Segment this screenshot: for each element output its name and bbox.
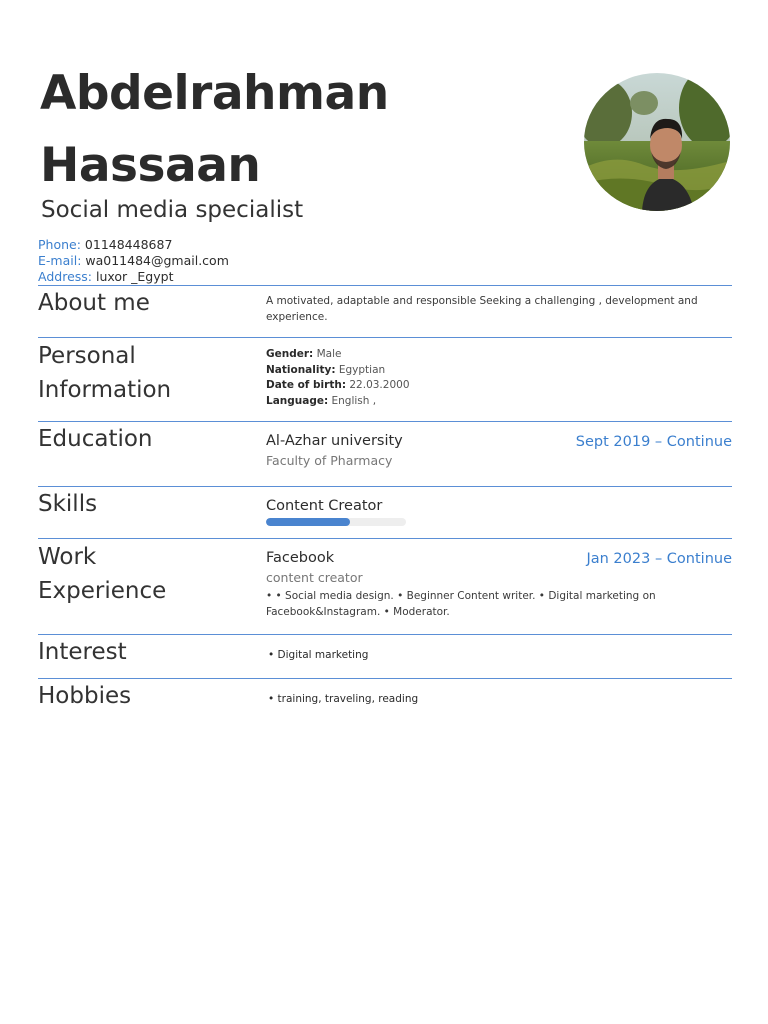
work-company: Facebook <box>266 550 335 566</box>
work-dates: Jan 2023 – Continue <box>586 551 732 567</box>
section-title-personal <box>38 339 171 407</box>
job-title: Social media specialist <box>41 197 304 223</box>
section-title-interest: Interest <box>38 639 127 665</box>
phone-label: Phone: <box>38 237 81 252</box>
section-work <box>38 538 732 634</box>
education-dates: Sept 2019 – Continue <box>575 434 732 450</box>
section-title-hobbies: Hobbies <box>38 683 132 709</box>
section-title-work <box>38 540 166 608</box>
section-about <box>38 285 732 337</box>
section-skills <box>38 486 732 538</box>
email-line <box>38 253 229 269</box>
nationality-value: Egyptian <box>338 363 386 376</box>
email-label: E-mail: <box>38 253 82 268</box>
phone-value: 01148448687 <box>84 237 173 252</box>
skill-level-bar <box>266 518 406 526</box>
skill-entry <box>266 498 732 526</box>
language-value: English , <box>331 394 377 407</box>
education-school: Al-Azhar university <box>266 433 403 449</box>
work-description: • • Social media design. • Beginner Content writer. • Digital marketing on Facebook&Instagram. • Moderator. <box>266 590 656 618</box>
section-title-about: About me <box>38 290 150 316</box>
language-row <box>266 394 732 410</box>
nationality-label: Nationality: <box>266 363 336 376</box>
gender-value: Male <box>316 348 342 360</box>
section-personal <box>38 337 732 421</box>
last-name: Hassaan <box>40 138 261 193</box>
nationality-row <box>266 363 732 379</box>
address-value: luxor _Egypt <box>95 269 174 284</box>
work-title-line2: Experience <box>38 578 167 604</box>
personal-details <box>266 347 732 409</box>
profile-photo-image <box>584 73 730 211</box>
address-line <box>38 269 229 285</box>
personal-title-line1: Personal <box>38 343 136 369</box>
section-title-skills: Skills <box>38 491 98 517</box>
phone-line <box>38 237 229 253</box>
section-interest <box>38 634 732 678</box>
profile-photo <box>584 73 730 211</box>
work-title-line1: Work <box>38 544 97 570</box>
dob-value: 22.03.2000 <box>349 379 410 391</box>
language-label: Language: <box>266 394 329 407</box>
education-faculty: Faculty of Pharmacy <box>266 453 393 468</box>
section-education <box>38 421 732 486</box>
first-name: Abdelrahman <box>40 66 389 121</box>
contact-info <box>38 237 229 285</box>
hobbies-text: • training, traveling, reading <box>268 693 419 705</box>
email-value: wa011484@gmail.com <box>85 253 229 268</box>
interest-text: • Digital marketing <box>268 649 369 661</box>
gender-label: Gender: <box>266 348 314 360</box>
resume-header <box>0 0 768 285</box>
dob-label: Date of birth: <box>266 379 347 391</box>
dob-row <box>266 378 732 394</box>
section-hobbies <box>38 678 732 722</box>
section-title-education: Education <box>38 426 153 452</box>
skill-level-fill <box>266 518 350 526</box>
work-role: content creator <box>266 570 363 585</box>
address-label: Address: <box>38 269 92 284</box>
skill-name: Content Creator <box>266 498 383 514</box>
candidate-name <box>40 58 389 202</box>
personal-title-line2: Information <box>38 377 172 403</box>
gender-row <box>266 347 732 363</box>
about-text: A motivated, adaptable and responsible Seeking a challenging , development and experience. <box>266 295 698 323</box>
